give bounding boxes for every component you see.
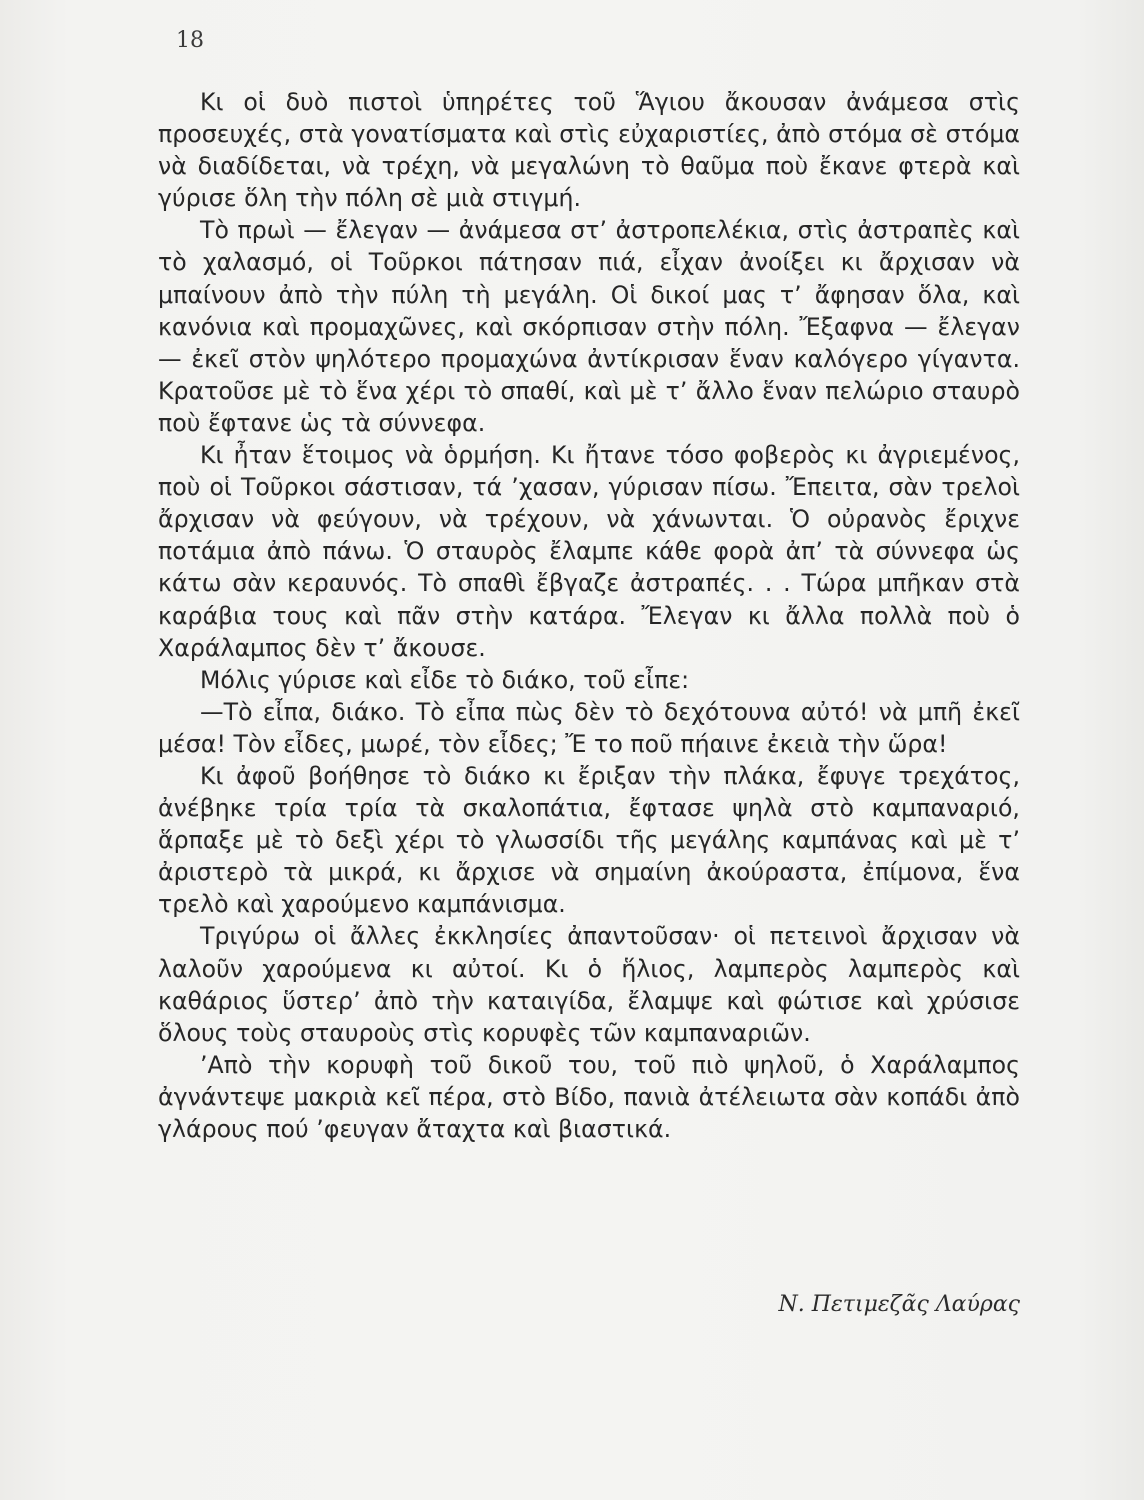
story-text [158, 86, 1020, 1145]
paragraph-4: Μόλις γύρισε καὶ εἶδε τὸ διάκο, τοῦ εἶπε: [200, 665, 690, 694]
author-signature: Ν. Πετιμεζᾶς Λαύρας [778, 1292, 1020, 1317]
paragraph-6: Κι ἀφοῦ βοήθησε τὸ διάκο κι ἔριξαν τὴν πλάκα, ἔφυγε τρεχάτος, ἀνέβηκε τρία τρία τὰ σκαλοπάτια, ἔφτασε ψηλὰ στὸ καμπαναριό, ἅρπαξε μὲ τὸ δεξὶ χέρι τὸ γλωσσίδι τῆς μεγάλης καμπάνας καὶ μὲ τ’ ἀριστερὸ τὰ μικρά, κι ἄρχισε νὰ σημαίνη ἀκούραστα, ἐπίμονα, ἕνα τρελὸ καὶ χαρούμενο καμπάνισμα. [158, 761, 1020, 919]
paragraph-7: Τριγύρω οἱ ἄλλες ἐκκλησίες ἀπαντοῦσαν· οἱ πετεινοὶ ἄρχισαν νὰ λαλοῦν χαρούμενα κι αὐτοί. Κι ὁ ἥλιος, λαμπερὸς λαμπερὸς καὶ καθάριος ὕστερ’ ἀπὸ τὴν καταιγίδα, ἔλαμψε καὶ φώτισε καὶ χρύσισε ὅλους τοὺς σταυροὺς στὶς κορυφὲς τῶν καμπαναριῶν. [158, 922, 1020, 1047]
paragraph-5: —Τὸ εἶπα, διάκο. Τὸ εἶπα πὼς δὲν τὸ δεχότουνα αὐτό! νὰ μπῆ ἐκεῖ μέσα! Τὸν εἶδες, μωρέ, τὸν εἶδες; Ἔ το ποῦ πήαινε ἐκειὰ τὴν ὥρα! [158, 697, 1020, 758]
paragraph-8: ’Απὸ τὴν κορυφὴ τοῦ δικοῦ του, τοῦ πιὸ ψηλοῦ, ὁ Χαράλαμπος ἀγνάντεψε μακριὰ κεῖ πέρα, στὸ Βίδο, πανιὰ ἀτέλειωτα σὰν κοπάδι ἀπὸ γλάρους πού ’φευγαν ἄταχτα καὶ βιαστικά. [158, 1050, 1020, 1143]
paragraph-2: Τὸ πρωὶ — ἔλεγαν — ἀνάμεσα στ’ ἀστροπελέκια, στὶς ἀστραπὲς καὶ τὸ χαλασμό, οἱ Τοῦρκοι πάτησαν πιά, εἶχαν ἀνοίξει κι ἄρχισαν νὰ μπαίνουν ἀπὸ τὴν πύλη τὴ μεγάλη. Οἱ δικοί μας τ’ ἄφησαν ὅλα, καὶ κανόνια καὶ προμαχῶνες, καὶ σκόρπισαν στὴν πόλη. Ἔξαφνα — ἔλεγαν — ἐκεῖ στὸν ψηλότερο προμαχώνα ἀντίκρισαν ἕναν καλόγερο γίγαντα. Κρατοῦσε μὲ τὸ ἕνα χέρι τὸ σπαθί, καὶ μὲ τ’ ἄλλο ἕναν πελώριο σταυρὸ ποὺ ἔφτανε ὡς τὰ σύννεφα. [158, 216, 1020, 437]
paragraph-3: Κι ἦταν ἕτοιμος νὰ ὁρμήση. Κι ἤτανε τόσο φοβερὸς κι ἀγριεμένος, ποὺ οἱ Τοῦρκοι σάστισαν, τά ’χασαν, γύρισαν πίσω. Ἔπειτα, σὰν τρελοὶ ἄρχισαν νὰ φεύγουν, νὰ τρέχουν, νὰ χάνωνται. Ὁ οὐρανὸς ἔριχνε ποτάμια ἀπὸ πάνω. Ὁ σταυρὸς ἔλαμπε κάθε φορὰ ἀπ’ τὰ σύννεφα ὡς κάτω σὰν κεραυνός. Τὸ σπαθὶ ἔβγαζε ἀστραπές. . . Τώρα μπῆκαν στὰ καράβια τους καὶ πᾶν στὴν κατάρα. Ἔλεγαν κι ἄλλα πολλὰ ποὺ ὁ Χαράλαμπος δὲν τ’ ἄκουσε. [158, 441, 1020, 662]
page-number: 18 [176, 28, 204, 53]
paragraph-1: Κι οἱ δυὸ πιστοὶ ὑπηρέτες τοῦ Ἅγιου ἄκουσαν ἀνάμεσα στὶς προσευχές, στὰ γονατίσματα καὶ στὶς εὐχαριστίες, ἀπὸ στόμα σὲ στόμα νὰ διαδίδεται, νὰ τρέχη, νὰ μεγαλώνη τὸ θαῦμα ποὺ ἔκανε φτερὰ καὶ γύρισε ὅλη τὴν πόλη σὲ μιὰ στιγμή. [158, 88, 1020, 213]
